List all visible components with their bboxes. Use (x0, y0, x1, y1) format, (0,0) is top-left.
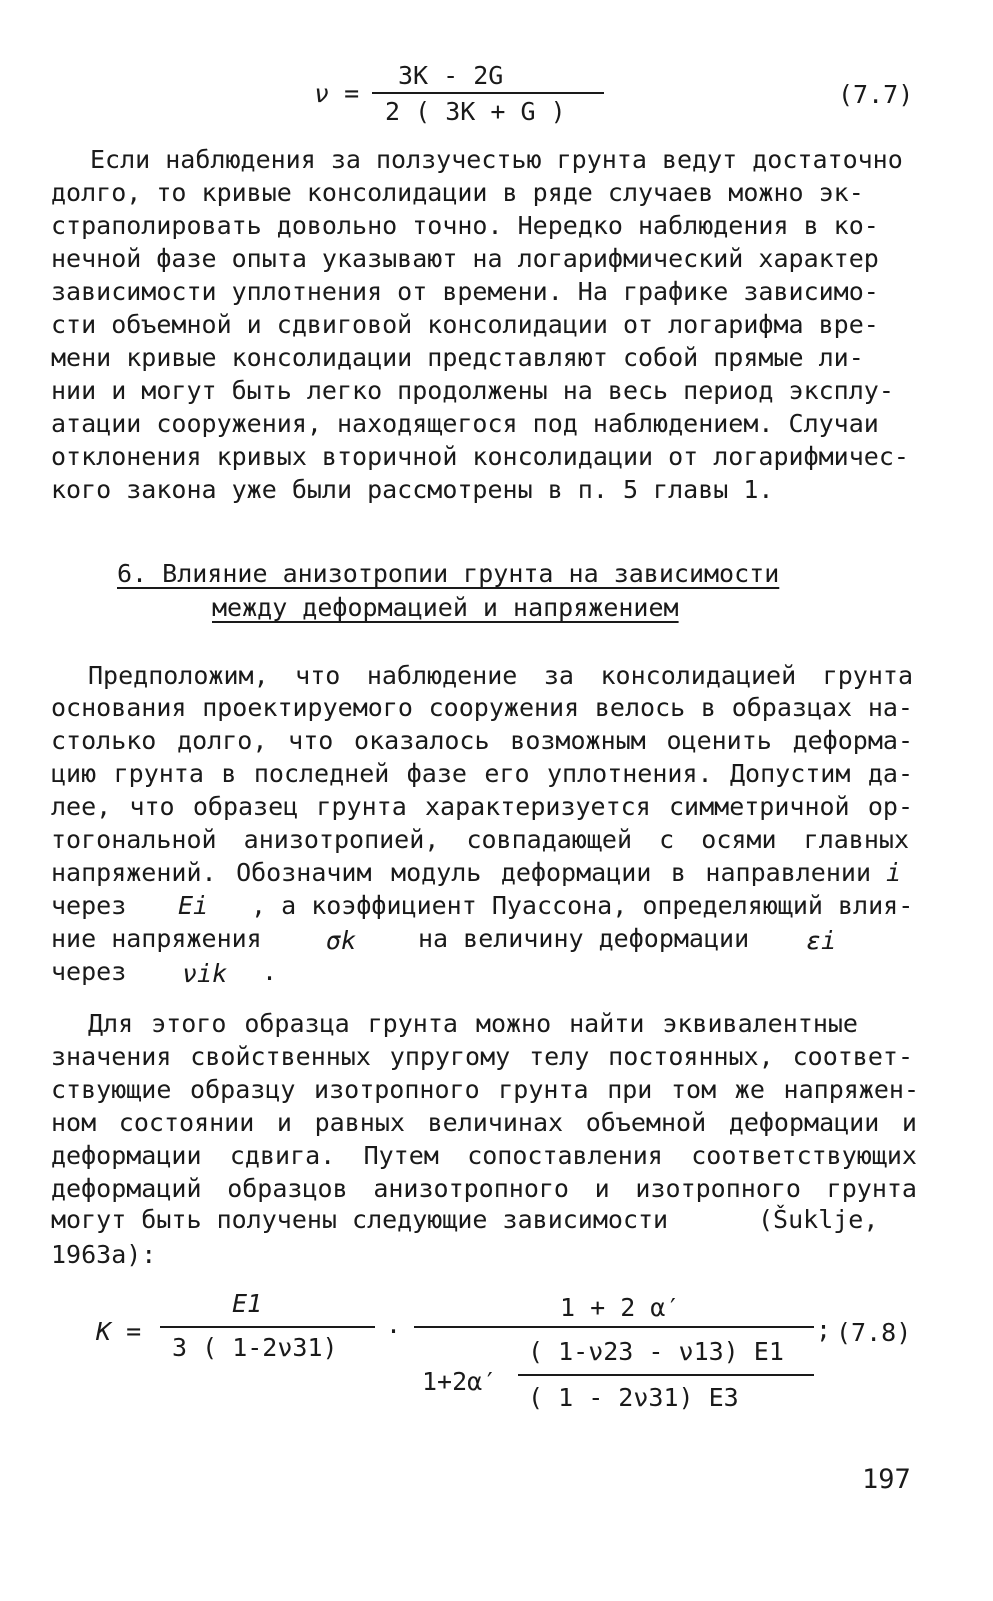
para2-text: , а коэффициент Пуассона, определяющий влия- (251, 891, 914, 920)
para1-line: атации сооружения, находящегося под наблюдением. Случаи (51, 409, 879, 438)
eq77-fraction-bar (372, 92, 604, 94)
page-number: 197 (862, 1464, 911, 1495)
eq78-f1-bar (160, 1326, 375, 1328)
eq78-inner-numerator: ( 1-ν23 - ν13) E1 (528, 1337, 784, 1366)
heading-line-2: между деформацией и напряжением (212, 593, 679, 622)
symbol-sigma-k: σk (326, 926, 357, 955)
para2-text: через (51, 957, 127, 986)
eq78-f2-lead: 1+2α′ (422, 1367, 498, 1396)
eq78-semicolon: ; (816, 1315, 832, 1344)
para1-line: нечной фазе опыта указывают на логарифмический характер (51, 244, 879, 273)
para1-line: мени кривые консолидации представляют собой прямые ли- (51, 343, 864, 372)
heading-line-1: 6. Влияние анизотропии грунта на зависимости (117, 559, 780, 588)
symbol-nu-ik: νik (182, 959, 228, 988)
para2-text: . (262, 957, 278, 986)
para2-line: столько долго, что оказалось возможным оценить деформа- (51, 726, 913, 755)
para2-line: цию грунта в последней фазе его уплотнения. Допустим да- (51, 759, 913, 788)
para1-line: долго, то кривые консолидации в ряде случаев можно эк- (51, 178, 864, 207)
para3-line: деформаций образцов анизотропного и изотропного грунта (51, 1174, 917, 1203)
eq78-f2-numerator: 1 + 2 α′ (560, 1293, 681, 1322)
para2-line: напряжений. Обозначим модуль деформации в направлении (51, 858, 871, 887)
eq78-inner-denominator: ( 1 - 2ν31) E3 (528, 1383, 739, 1412)
para1-line: нии и могут быть легко продолжены на весь период эксплу- (51, 376, 894, 405)
eq78-f2-bar (414, 1326, 814, 1328)
para2-text: через (51, 891, 127, 920)
para2-line: лее, что образец грунта характеризуется симметричной ор- (51, 792, 913, 821)
para1-line: зависимости уплотнения от времени. На графике зависимо- (51, 277, 879, 306)
para1-line: сти объемной и сдвиговой консолидации от логарифма вре- (51, 310, 879, 339)
citation: (Šuklje, (758, 1205, 879, 1234)
para2-line: Предположим, что наблюдение за консолидацией грунта (88, 661, 913, 690)
para3-line: ствующие образцу изотропного грунта при том же напряжен- (51, 1075, 919, 1104)
para1-line: кого закона уже были рассмотрены в п. 5 главы 1. (51, 475, 774, 504)
eq77-numerator: 3K - 2G (398, 61, 504, 90)
eq78-f1-numerator: E1 (232, 1289, 263, 1318)
eq77-lhs: ν = (314, 79, 360, 108)
eq78-number: (7.8) (836, 1318, 912, 1347)
para1-line: страполировать довольно точно. Нередко наблюдения в ко- (51, 211, 879, 240)
eq78-inner-bar (518, 1374, 814, 1376)
eq78-dot: · (386, 1317, 402, 1346)
para2-line: тогональной анизотропией, совпадающей с осями главных (51, 825, 909, 854)
para2-text: ние напряжения (51, 924, 262, 953)
symbol-epsilon-i: εi (806, 926, 837, 955)
para2-line: основания проектируемого сооружения велось в образцах на- (51, 693, 913, 722)
symbol-E-i: Ei (178, 891, 209, 920)
para1-line: отклонения кривых вторичной консолидации от логарифмичес- (51, 442, 909, 471)
para1-line: Если наблюдения за ползучестью грунта ведут достаточно (90, 145, 903, 174)
para3-text: могут быть получены следующие зависимости (51, 1205, 669, 1234)
para3-line: деформации сдвига. Путем сопоставления соответствующих (51, 1141, 917, 1170)
para2-text: на величину деформации (418, 924, 750, 953)
eq77-denominator: 2 ( 3K + G ) (385, 97, 566, 126)
symbol-i: i (886, 858, 902, 887)
para3-line: значения свойственных упругому телу постоянных, соответ- (51, 1042, 913, 1071)
para3-line: 1963а): (51, 1240, 157, 1269)
eq78-f1-denominator: 3 ( 1-2ν31) (172, 1333, 338, 1362)
para3-line: ном состоянии и равных величинах объемной деформации и (51, 1108, 917, 1137)
para3-line: Для этого образца грунта можно найти эквивалентные (88, 1009, 858, 1038)
eq77-number: (7.7) (838, 80, 914, 109)
eq78-lhs: K = (96, 1317, 142, 1346)
